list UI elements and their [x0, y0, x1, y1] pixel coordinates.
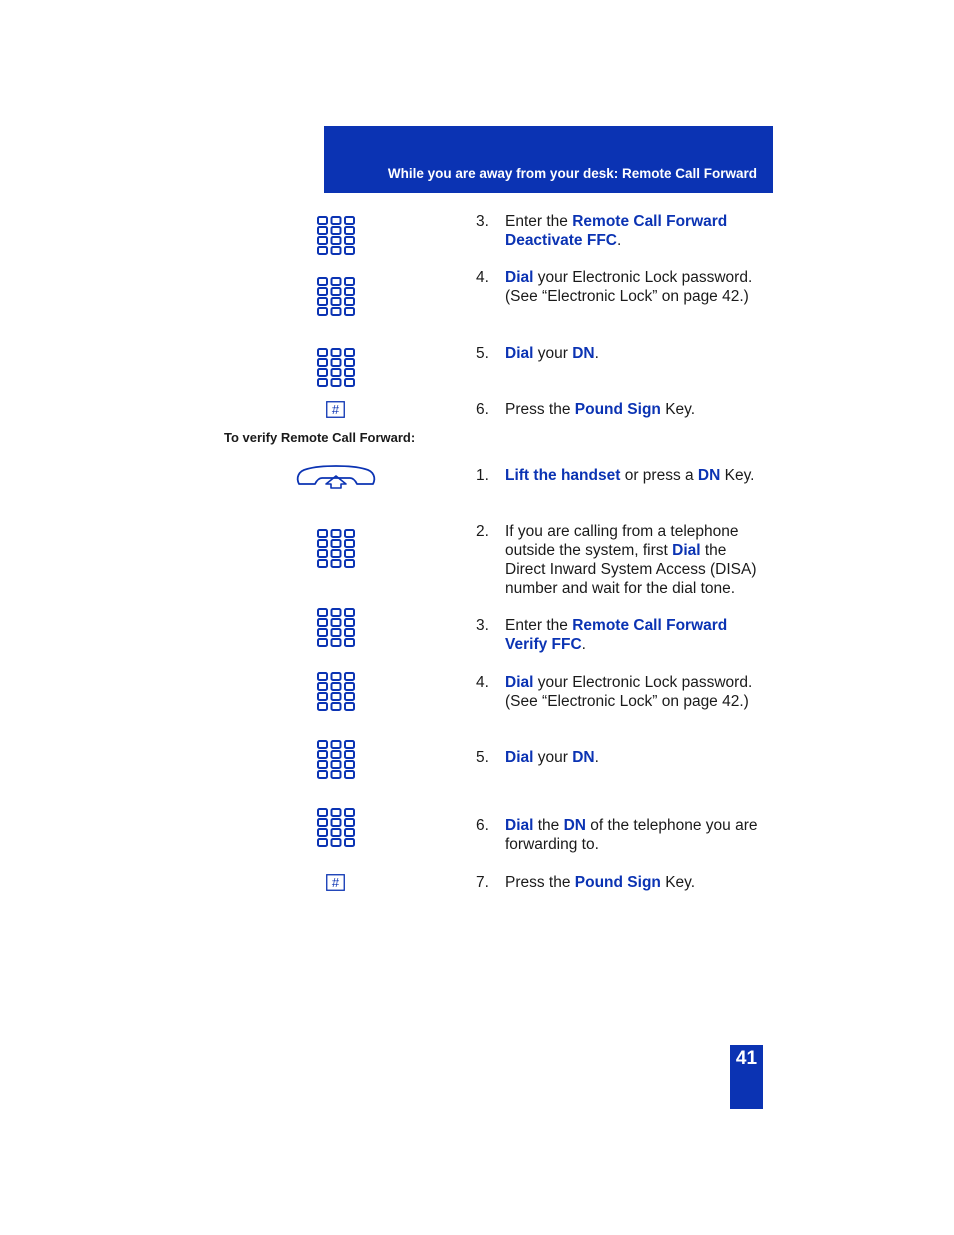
step-text: Enter the [505, 213, 573, 230]
pound-key-label: # [331, 402, 340, 417]
page-number-tab [730, 1045, 763, 1109]
step-b-4 [476, 673, 766, 711]
step-a-3 [476, 212, 746, 250]
step-text: Press the [505, 874, 575, 891]
step-highlight: Lift the handset [505, 467, 621, 484]
step-text: . [594, 345, 599, 362]
step-text: the [533, 817, 564, 834]
step-number: 5. [476, 345, 489, 362]
header-bar [324, 126, 773, 193]
step-text: Key. [660, 401, 696, 418]
step-text: your Electronic Lock password. (See “Electronic Lock” on page 42.) [505, 674, 753, 710]
step-b-6 [476, 816, 766, 854]
step-text: . [581, 636, 586, 653]
step-b-5 [476, 748, 766, 767]
step-highlight: Dial [505, 269, 534, 286]
keypad-icon [317, 740, 355, 780]
pound-key-icon [326, 874, 345, 891]
handset-icon [295, 463, 377, 491]
step-highlight: Dial [505, 817, 534, 834]
step-number: 3. [476, 213, 489, 230]
header-title: While you are away from your desk: Remote Call Forward [387, 166, 757, 181]
step-text: . [594, 749, 599, 766]
step-text: . [616, 232, 622, 249]
step-text: or press a [620, 467, 698, 484]
step-b-1 [476, 466, 766, 485]
step-highlight: Remote Call Forward Deactivate FFC [505, 213, 728, 249]
step-text: your [533, 345, 573, 362]
keypad-icon [317, 348, 355, 388]
step-number: 4. [476, 674, 489, 691]
step-b-3 [476, 616, 766, 654]
step-number: 1. [476, 467, 489, 484]
step-text: Key. [660, 874, 696, 891]
step-number: 5. [476, 749, 489, 766]
step-highlight: Dial [505, 674, 534, 691]
step-number: 7. [476, 874, 489, 891]
step-text: your Electronic Lock password. (See “Electronic Lock” on page 42.) [505, 269, 753, 305]
step-number: 4. [476, 269, 489, 286]
step-number: 6. [476, 401, 489, 418]
keypad-icon [317, 672, 355, 712]
step-text: Key. [720, 467, 755, 484]
keypad-icon [317, 216, 355, 256]
step-text: of the telephone you are forwarding to. [505, 817, 758, 853]
step-highlight: DN [572, 749, 595, 766]
keypad-icon [317, 608, 355, 648]
keypad-icon [317, 808, 355, 848]
step-number: 6. [476, 817, 489, 834]
step-highlight: DN [697, 467, 721, 484]
step-text: If you are calling from a telephone outside the system, first [505, 523, 739, 559]
pound-key-label: # [331, 875, 340, 890]
step-text: Enter the [505, 617, 573, 634]
step-highlight: Dial [505, 345, 534, 362]
step-highlight: Pound Sign [574, 401, 661, 418]
step-number: 3. [476, 617, 489, 634]
step-highlight: DN [572, 345, 595, 362]
step-b-2 [476, 522, 766, 598]
page-number: 41 [735, 1048, 758, 1069]
step-text: the Direct Inward System Access (DISA) number and wait for the dial tone. [505, 542, 757, 597]
step-highlight: Remote Call Forward Verify FFC [505, 617, 728, 653]
step-highlight: DN [563, 817, 586, 834]
step-text: your [533, 749, 573, 766]
step-a-4 [476, 268, 766, 306]
step-number: 2. [476, 523, 489, 540]
step-a-5 [476, 344, 766, 363]
step-b-7 [476, 873, 766, 892]
keypad-icon [317, 277, 355, 317]
step-a-6 [476, 400, 766, 419]
step-highlight: Dial [672, 542, 701, 559]
section-heading: To verify Remote Call Forward: [224, 430, 416, 445]
step-highlight: Dial [505, 749, 534, 766]
pound-key-icon [326, 401, 345, 418]
step-text: Press the [505, 401, 575, 418]
keypad-icon [317, 529, 355, 569]
step-highlight: Pound Sign [574, 874, 661, 891]
